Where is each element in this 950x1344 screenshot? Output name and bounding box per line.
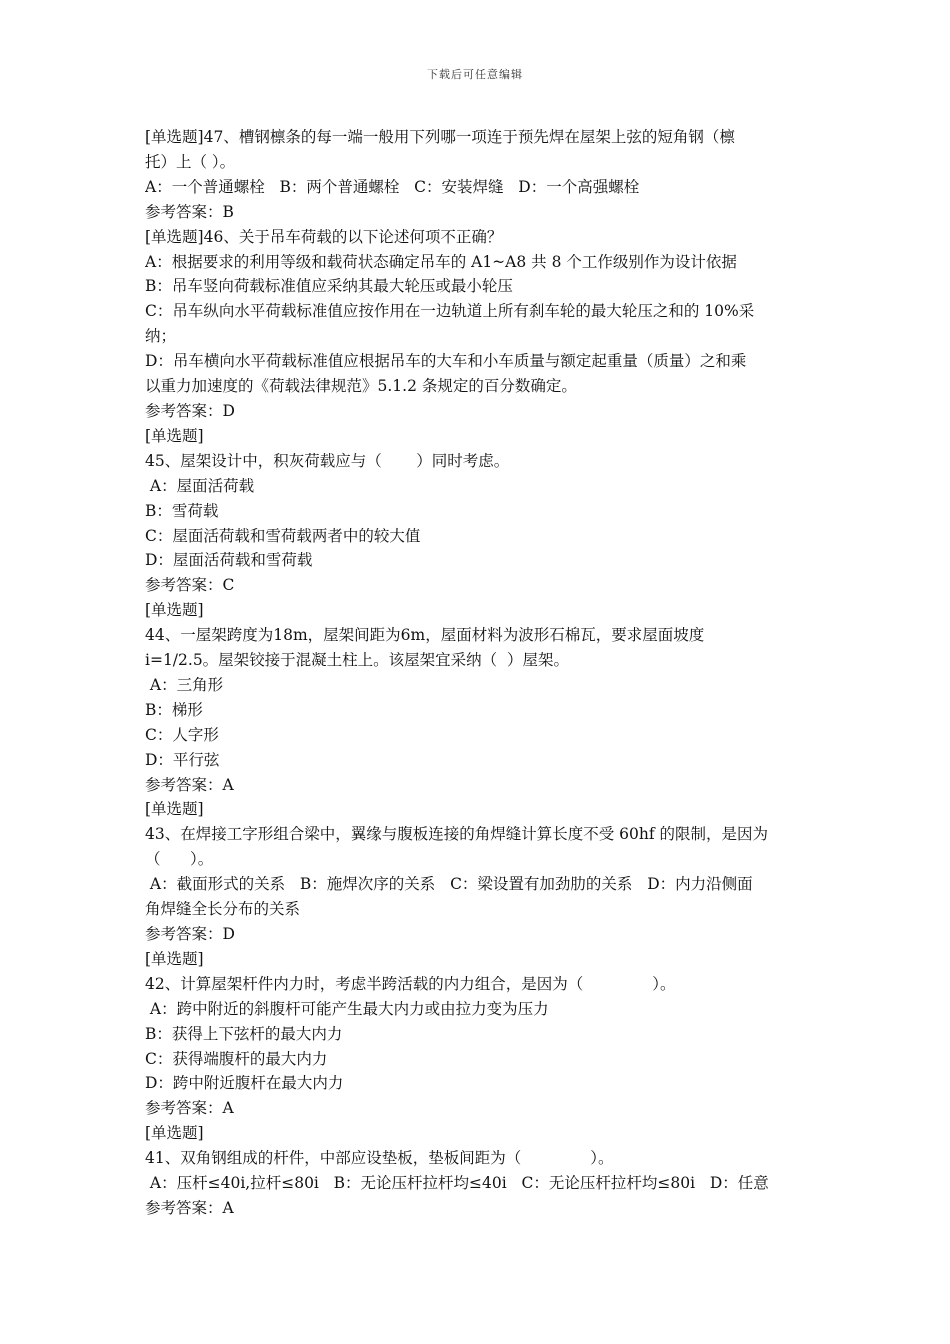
answer-line: 参考答案：A bbox=[145, 1099, 234, 1118]
answer-line: 参考答案：A bbox=[145, 1198, 234, 1217]
answer-line: 参考答案：C bbox=[145, 576, 235, 595]
text-line: A：根据要求的利用等级和载荷状态确定吊车的 A1~A8 共 8 个工作级别作为设计依据 bbox=[145, 252, 737, 271]
question-type: [单选题] bbox=[145, 1124, 204, 1143]
text-line: 纳； bbox=[145, 327, 177, 346]
text-line: A：跨中附近的斜腹杆可能产生最大内力或由拉力变为压力 bbox=[145, 999, 549, 1018]
text-line: B：雪荷载 bbox=[145, 501, 219, 520]
text-line: C：屋面活荷载和雪荷载两者中的较大值 bbox=[145, 526, 421, 545]
text-line: B：梯形 bbox=[145, 700, 203, 719]
answer-line: 参考答案：D bbox=[145, 925, 235, 943]
text-line: 托）上（ ）。 bbox=[145, 152, 236, 171]
question-type: [单选题] bbox=[145, 601, 204, 620]
answer-line: 参考答案：D bbox=[145, 401, 235, 420]
text-line: C：吊车纵向水平荷载标准值应按作用在一边轨道上所有刹车轮的最大轮压之和的 10%采 bbox=[145, 302, 755, 321]
text-line: 角焊缝全长分布的关系 bbox=[145, 900, 301, 919]
text-line: A：三角形 bbox=[145, 675, 224, 694]
text-line: 42、计算屋架杆件内力时，考虑半跨活载的内力组合，是因为（ ）。 bbox=[145, 974, 676, 993]
text-line: D：屋面活荷载和雪荷载 bbox=[145, 551, 313, 570]
text-line: 41、双角钢组成的杆件，中部应设垫板，垫板间距为（ ）。 bbox=[145, 1149, 614, 1168]
text-line: A：截面形式的关系 B：施焊次序的关系 C：梁设置有加劲肋的关系 D：内力沿侧面 bbox=[145, 875, 753, 894]
text-line: B：获得上下弦杆的最大内力 bbox=[145, 1024, 343, 1043]
document-body bbox=[145, 125, 810, 1221]
text-line: D：吊车横向水平荷载标准值应根据吊车的大车和小车质量与额定起重量（质量）之和乘 bbox=[145, 352, 747, 371]
question-type: [单选题] bbox=[145, 426, 204, 445]
text-line: 以重力加速度的《荷载法律规范》5.1.2 条规定的百分数确定。 bbox=[145, 377, 577, 396]
text-line: 45、屋架设计中，积灰荷载应与（ ）同时考虑。 bbox=[145, 451, 510, 470]
text-line: A：一个普通螺栓 B：两个普通螺栓 C：安装焊缝 D：一个高强螺栓 bbox=[145, 177, 640, 196]
text-line: D：平行弦 bbox=[145, 750, 220, 769]
text-line: B：吊车竖向荷载标准值应采纳其最大轮压或最小轮压 bbox=[145, 277, 513, 296]
text-line: [单选题]46、关于吊车荷载的以下论述何项不正确？ bbox=[145, 227, 503, 246]
text-line: 43、在焊接工字形组合梁中，翼缘与腹板连接的角焊缝计算长度不受 60hf 的限制，是因为 bbox=[145, 825, 769, 844]
text-line: [单选题]47、槽钢檩条的每一端一般用下列哪一项连于预先焊在屋架上弦的短角钢（檩 bbox=[145, 128, 735, 146]
text-line: A：压杆≤40i,拉杆≤80i B：无论压杆拉杆均≤40i C：无论压杆拉杆均≤80i D：任意 bbox=[145, 1174, 769, 1193]
text-line: 44、一屋架跨度为18m，屋架间距为6m，屋面材料为波形石棉瓦，要求屋面坡度 bbox=[145, 626, 705, 645]
text-line: A：屋面活荷载 bbox=[145, 476, 255, 495]
question-type: [单选题] bbox=[145, 800, 204, 819]
question-type: [单选题] bbox=[145, 949, 204, 968]
answer-line: 参考答案：B bbox=[145, 202, 234, 221]
text-line: i=1/2.5。屋架铰接于混凝土柱上。该屋架宜采纳（ ）屋架。 bbox=[145, 651, 570, 670]
text-line: （ ）。 bbox=[145, 850, 214, 869]
text-line: C：人字形 bbox=[145, 725, 219, 744]
page-header: 下载后可任意编辑 bbox=[427, 68, 523, 81]
text-line: C：获得端腹杆的最大内力 bbox=[145, 1049, 328, 1068]
text-line: D：跨中附近腹杆在最大内力 bbox=[145, 1074, 344, 1093]
answer-line: 参考答案：A bbox=[145, 775, 234, 794]
